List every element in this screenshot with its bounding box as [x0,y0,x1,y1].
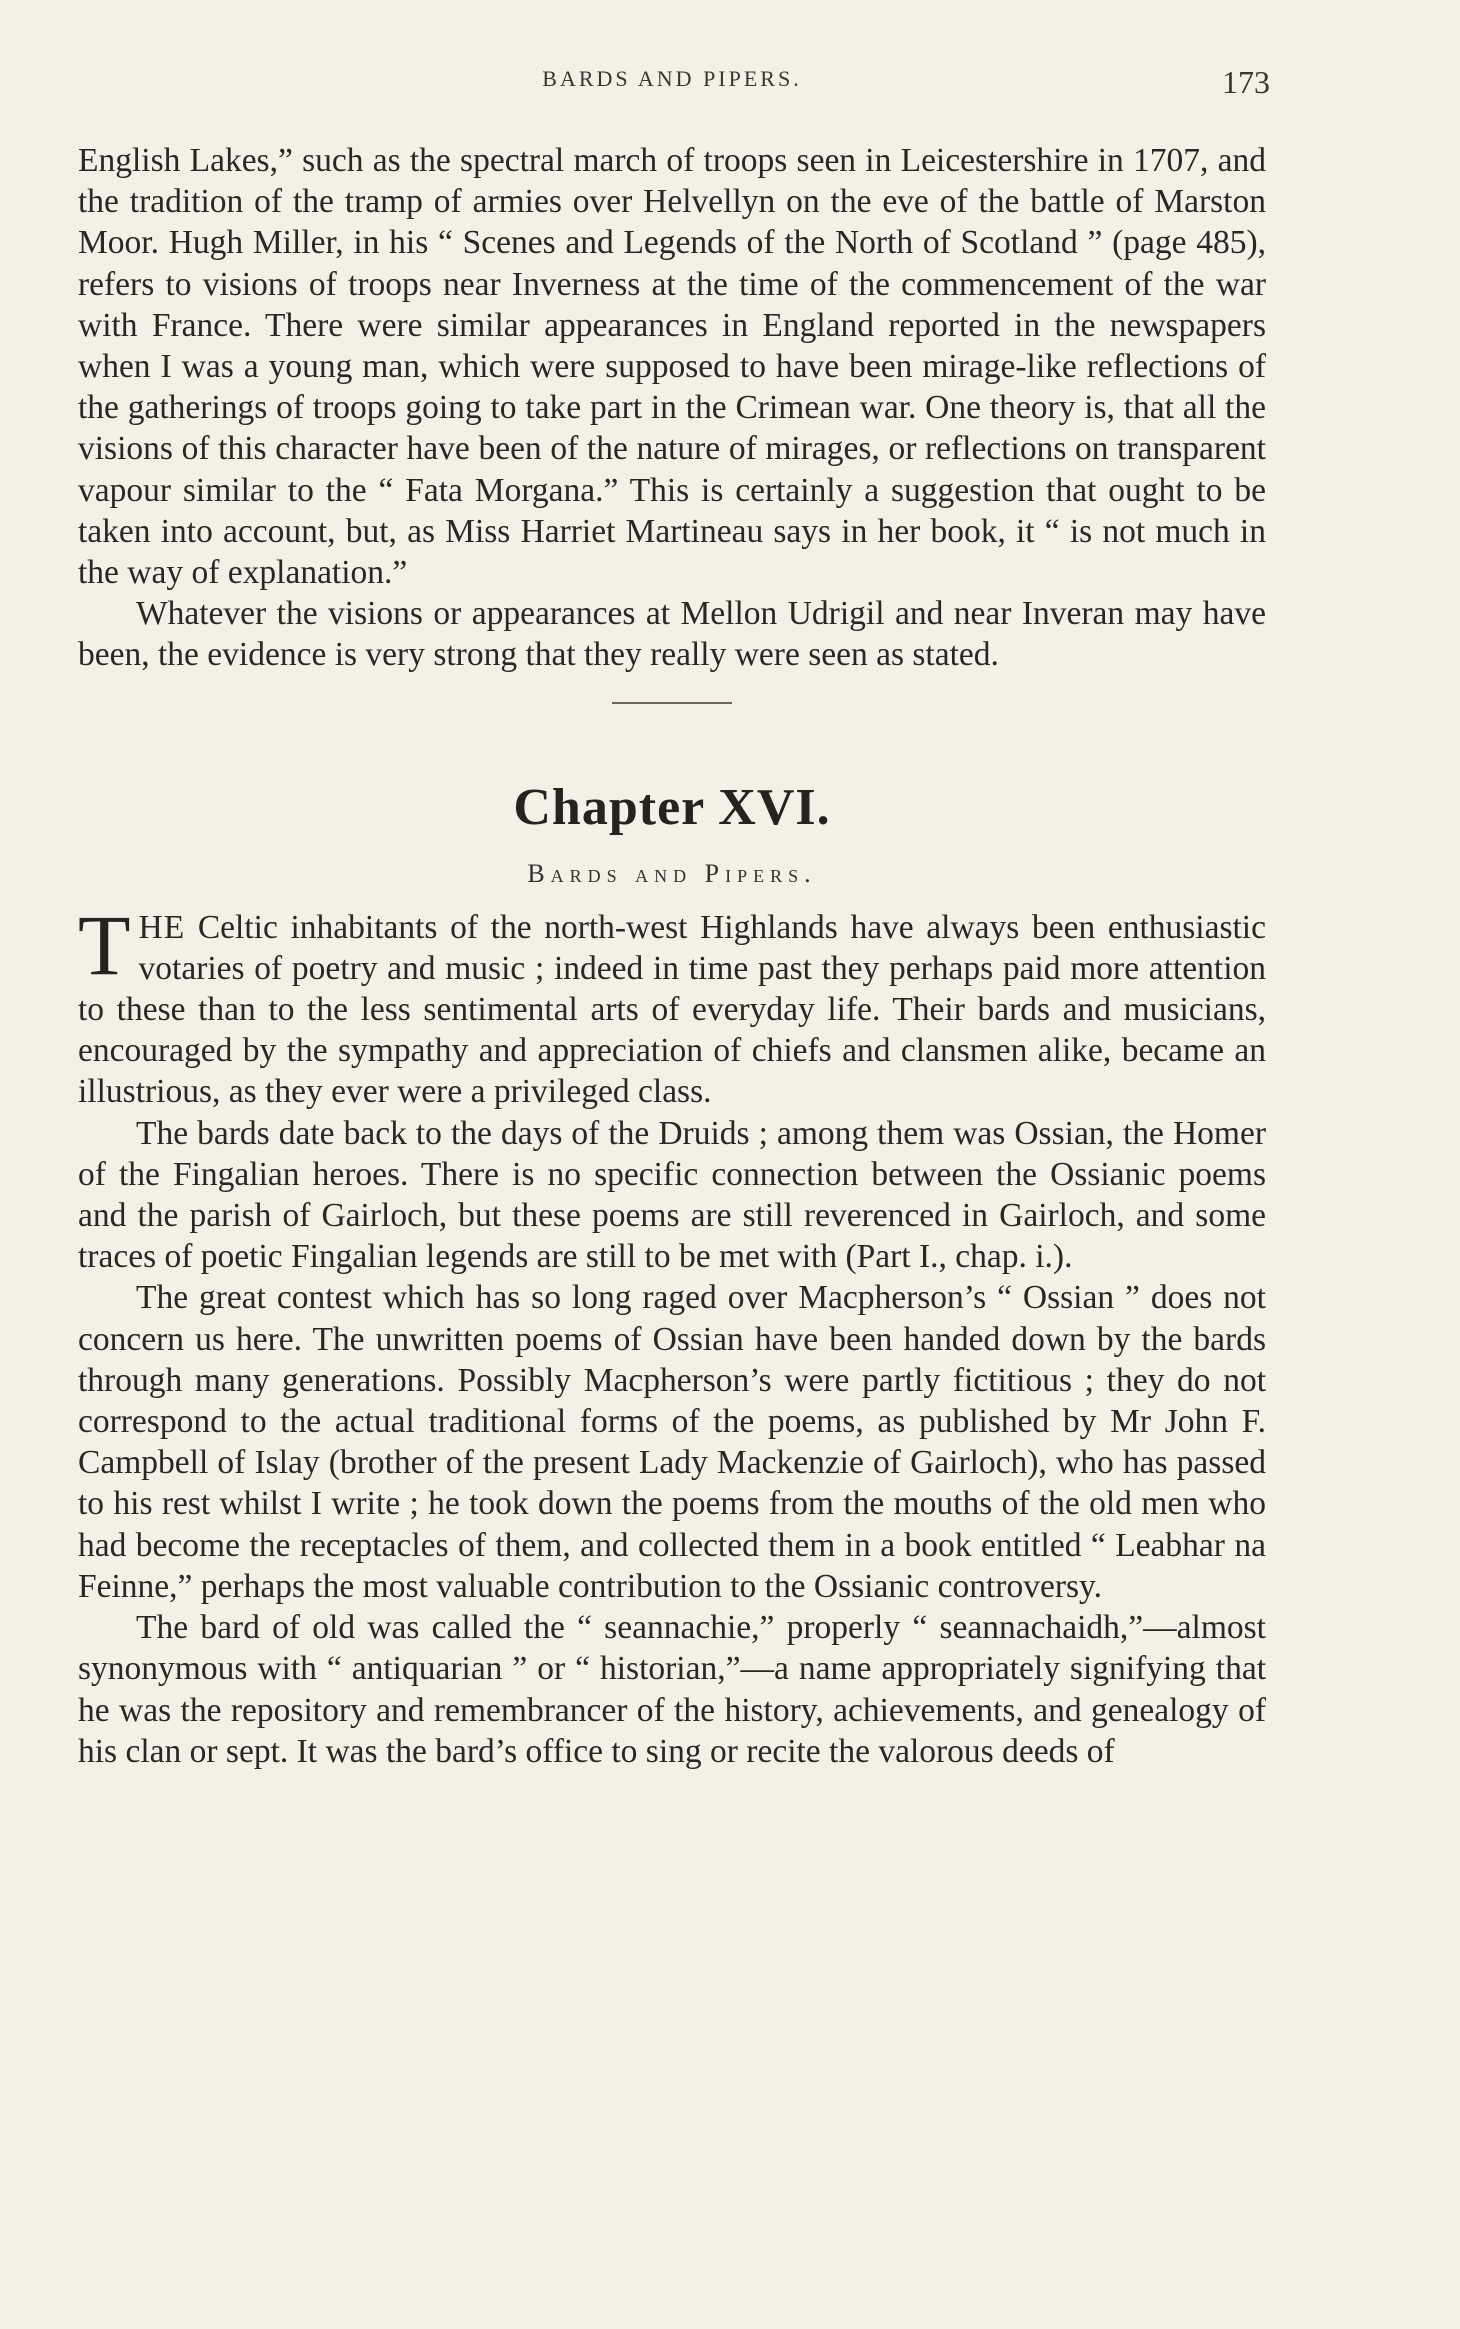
chapter-title: Chapter XVI. [513,778,831,836]
page-number: 173 [1222,64,1270,100]
opening-paragraph [78,896,1266,1113]
paragraph: The bards date back to the days of the Druids ; among them was Ossian, the Homer of the Fingalian heroes. There is no specific connection between the Ossianic poems and the parish of Gairloch, but these poems are still reverenced in Gairloch, and some traces of poetic Fingalian legends are still to be met with (Part I., chap. i.). [78,1114,1266,1276]
drop-cap: T [78,896,131,993]
chapter-subtitle: Bards and Pipers. [527,858,817,888]
paragraph: The bard of old was called the “ seannachie,” properly “ seannachaidh,”—almost synonymous with “ antiquarian ” or “ historian,”—a name appropriately signifying that he was the repository and remembrancer of the history, achievements, and genealogy of his clan or sept. It was the bard’s office to sing or recite the valorous deeds of [78,1609,1266,1770]
first-word: HE [138,908,186,946]
continued-text [78,140,1266,676]
section-divider [612,702,732,704]
running-header [78,58,1270,108]
chapter-text [78,896,1266,1772]
paragraph: The great contest which has so long raged over Macpherson’s “ Ossian ” does not concern us here. The unwritten poems of Ossian have been handed down by the bards through many generations. Possibly Macpherson’s were partly fictitious ; they do not correspond to the actual traditional forms of the poems, as published by Mr John F. Campbell of Islay (brother of the present Lady Mackenzie of Gairloch), who has passed to his rest whilst I write ; he took down the poems from the mouths of the old men who had become the receptacles of them, and collected them in a book entitled “ Leabhar na Feinne,” perhaps the most valuable contribution to the Ossianic controversy. [78,1279,1266,1605]
running-title: BARDS AND PIPERS. [542,66,802,91]
book-page [78,58,1270,1772]
paragraph: Whatever the visions or appearances at Mellon Udrigil and near Inveran may have been, the evidence is very strong that they really were seen as stated. [78,595,1266,674]
opening-paragraph-text: Celtic inhabitants of the north-west Highlands have always been enthusiastic votaries of poetry and music ; indeed in time past they perhaps paid more attention to these than to the less sentimental arts of everyday life. Their bards and musicians, encouraged by the sympathy and appreciation of chiefs and clansmen alike, became an illustrious, as they ever were a privileged class. [78,908,1266,1111]
paragraph: English Lakes,” such as the spectral march of troops seen in Leicestershire in 1707, and the tradition of the tramp of armies over Helvellyn on the eve of the battle of Marston Moor. Hugh Miller, in his “ Scenes and Legends of the North of Scotland ” (page 485), refers to visions of troops near Inverness at the time of the commencement of the war with France. There were similar appearances in England reported in the newspapers when I was a young man, which were supposed to have been mirage-like reflections of the gatherings of troops going to take part in the Crimean war. One theory is, that all the visions of this character have been of the nature of mirages, or reflections on transparent vapour similar to the “ Fata Morgana.” This is certainly a suggestion that ought to be taken into account, but, as Miss Harriet Martineau says in her book, it “ is not much in the way of explanation.” [78,142,1266,592]
